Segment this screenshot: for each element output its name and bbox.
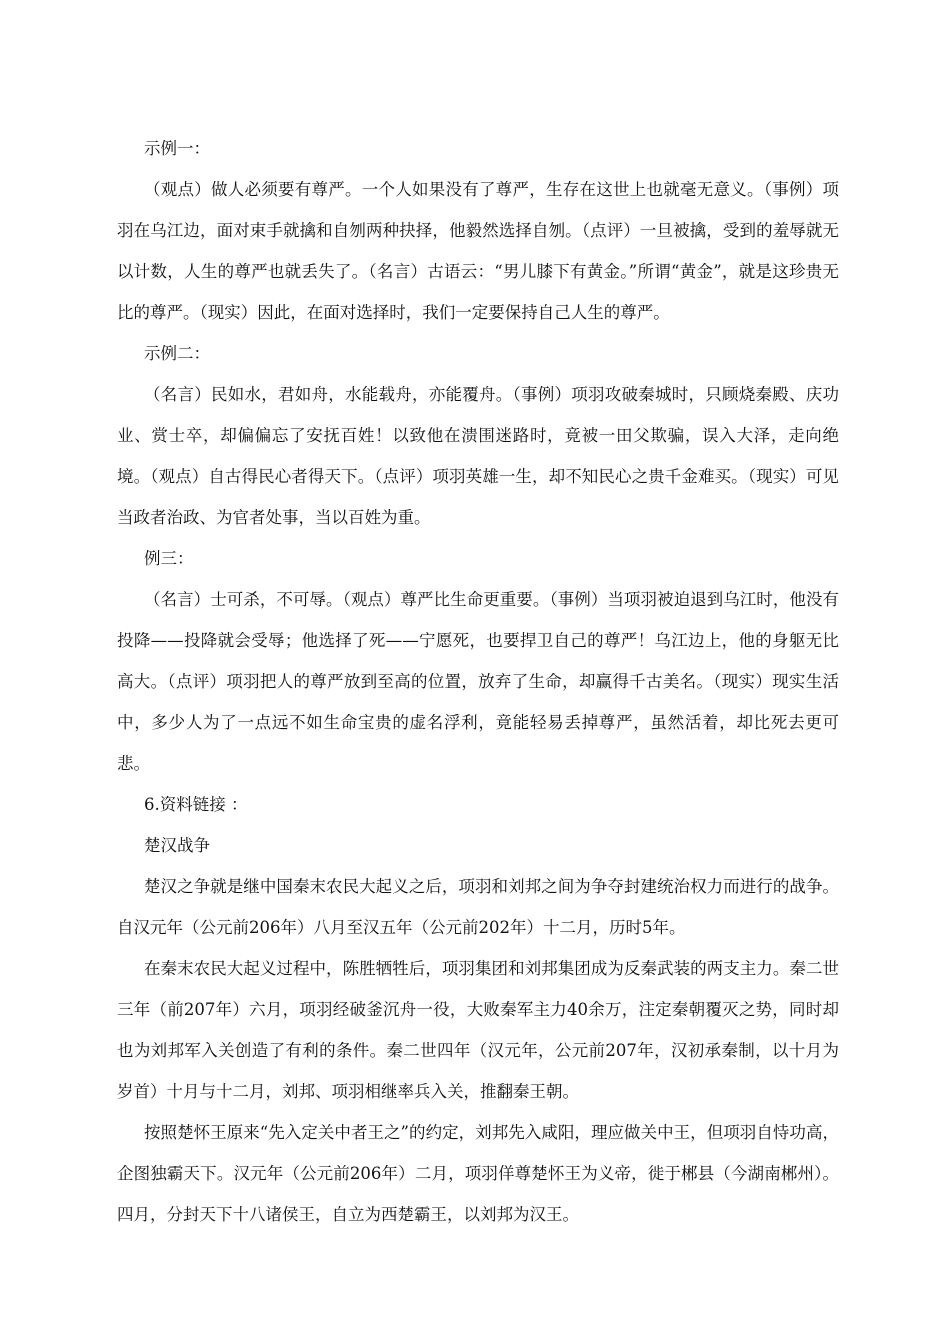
- chu-han-war-paragraph-2: 在秦末农民大起义过程中，陈胜牺牲后，项羽集团和刘邦集团成为反秦武装的两支主力。秦二世三年（前207年）六月，项羽经破釜沉舟一役，大败秦军主力40余万，注定秦朝覆灭之势，同时却也为刘邦军入关创造了有利的条件。秦二世四年（汉元年，公元前207年，汉初承秦制，以十月为岁首）十月与十二月，刘邦、项羽相继率兵入关，推翻秦王朝。: [117, 959, 839, 1101]
- chu-han-war-paragraph-3: 按照楚怀王原来“先入定关中者王之”的约定，刘邦先入咸阳，理应做关中王，但项羽自恃功高，企图独霸天下。汉元年（公元前206年）二月，项羽佯尊楚怀王为义帝，徙于郴县（今湖南郴州）。四月，分封天下十八诸侯王，自立为西楚霸王，以刘邦为汉王。: [117, 1123, 839, 1224]
- document-body: [117, 128, 839, 1235]
- section-6-heading: 6.资料链接 ：: [144, 795, 248, 814]
- chu-han-war-paragraph-1: 楚汉之争就是继中国秦末农民大起义之后，项羽和刘邦之间为争夺封建统治权力而进行的战争。自汉元年（公元前206年）八月至汉五年（公元前202年）十二月，历时5年。: [117, 877, 839, 937]
- chu-han-war-title: 楚汉战争: [144, 836, 210, 855]
- example-1-paragraph: （观点）做人必须要有尊严。一个人如果没有了尊严，生存在这世上也就毫无意义。（事例）项羽在乌江边，面对束手就擒和自刎两种抉择，他毅然选择自刎。（点评）一旦被擒，受到的羞辱就无以计数，人生的尊严也就丢失了。（名言）古语云：“男儿膝下有黄金。”所谓“黄金”，就是这珍贵无比的尊严。（现实）因此，在面对选择时，我们一定要保持自己人生的尊严。: [117, 180, 839, 322]
- example-2-paragraph: （名言）民如水，君如舟，水能载舟，亦能覆舟。（事例）项羽攻破秦城时，只顾烧秦殿、庆功业、赏士卒，却偏偏忘了安抚百姓！以致他在溃围迷路时，竟被一田父欺骗，误入大泽，走向绝境。（观点）自古得民心者得天下。（点评）项羽英雄一生，却不知民心之贵千金难买。（现实）可见当政者治政、为官者处事，当以百姓为重。: [117, 385, 839, 527]
- example-3-paragraph: （名言）士可杀，不可辱。（观点）尊严比生命更重要。（事例）当项羽被迫退到乌江时，他没有投降——投降就会受辱；他选择了死——宁愿死，也要捍卫自己的尊严！乌江边上，他的身躯无比高大。（点评）项羽把人的尊严放到至高的位置，放弃了生命，却赢得千古美名。（现实）现实生活中，多少人为了一点远不如生命宝贵的虚名浮利，竟能轻易丢掉尊严，虽然活着，却比死去更可悲。: [117, 590, 839, 773]
- example-2-heading: 示例二：: [144, 344, 210, 363]
- example-1-heading: 示例一：: [144, 139, 210, 158]
- example-3-heading: 例三：: [144, 549, 194, 568]
